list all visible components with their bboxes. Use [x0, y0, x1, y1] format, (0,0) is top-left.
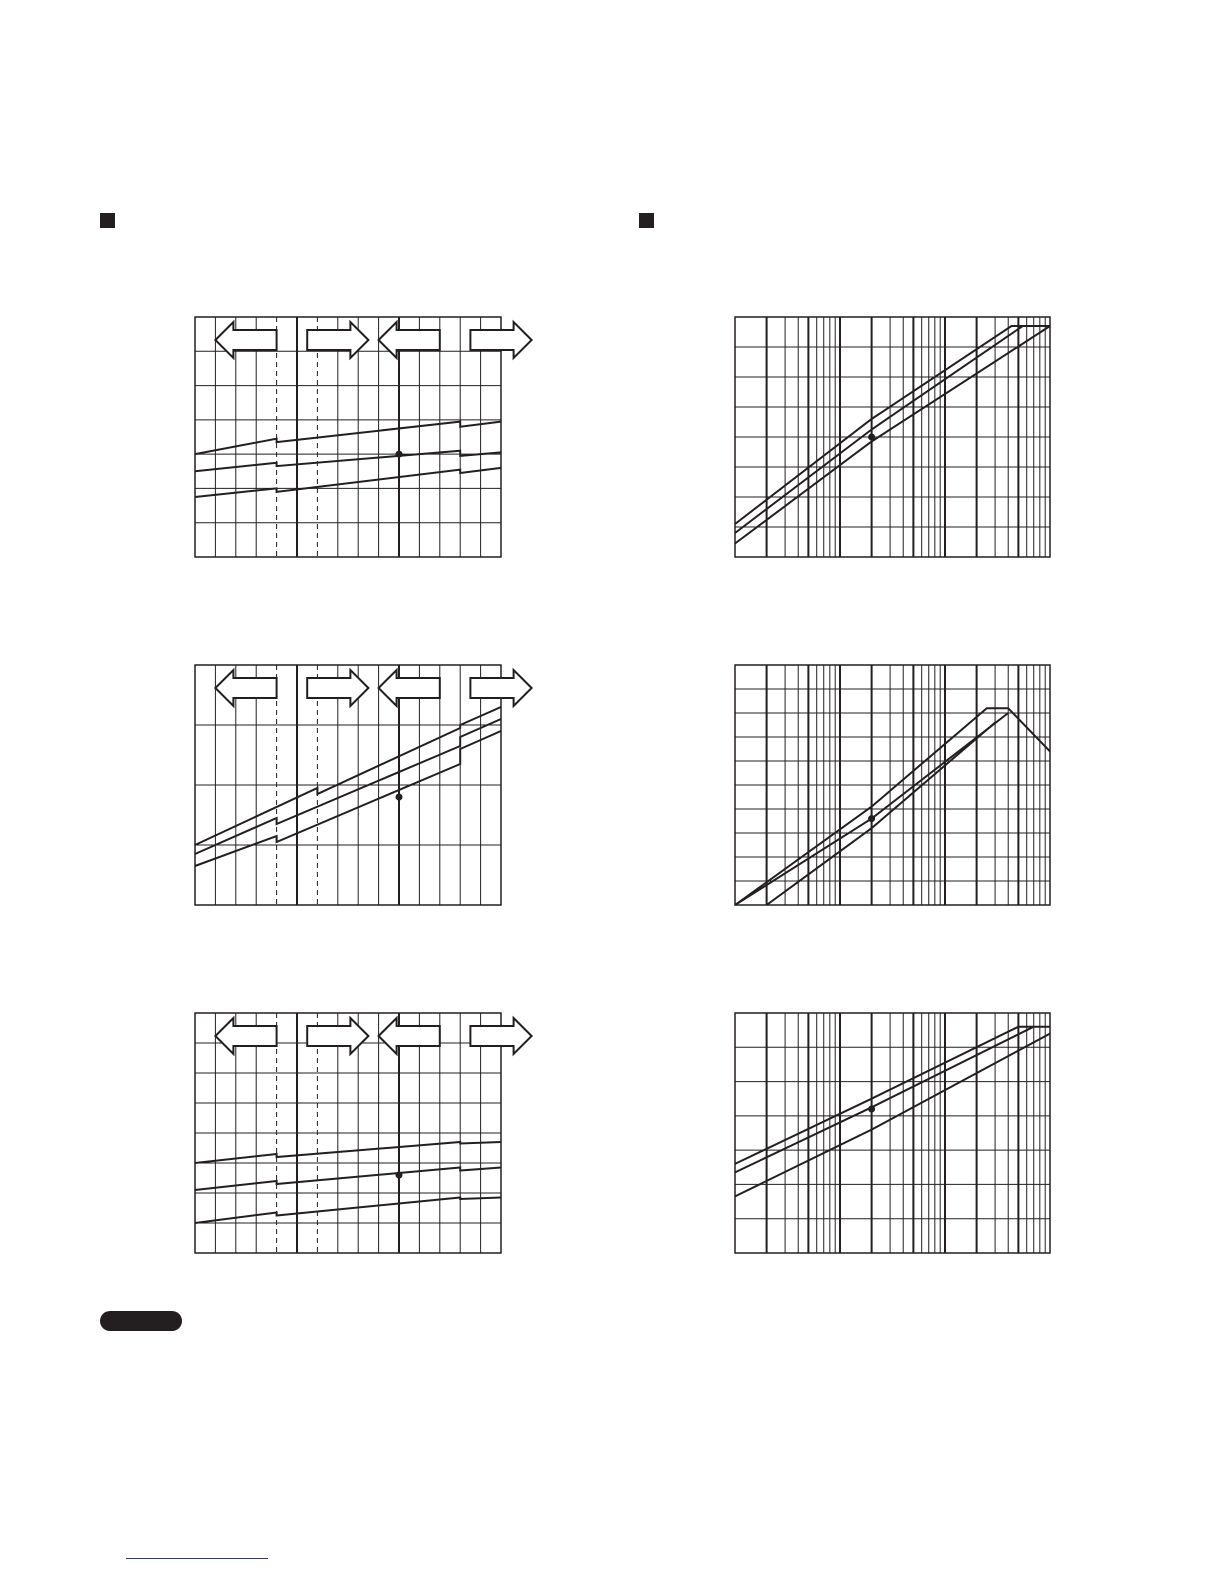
series-line-3	[735, 326, 1050, 544]
arrow-left-icon	[379, 322, 440, 358]
series-line-1	[195, 422, 501, 455]
chart-linear-1	[195, 317, 545, 577]
series-line-3	[195, 731, 501, 866]
chart-linear-2	[195, 665, 545, 925]
chart-log-2	[735, 665, 1065, 925]
series-line-3	[195, 1198, 501, 1224]
series-line-1	[195, 707, 501, 845]
chart-log-1	[735, 317, 1065, 577]
reference-point-marker	[396, 1172, 403, 1179]
section-marker-right-icon	[639, 213, 654, 228]
arrow-left-icon	[215, 1018, 276, 1054]
chart-linear-3	[195, 1013, 545, 1273]
reference-point-marker	[868, 815, 875, 822]
chart-log-3	[735, 1013, 1065, 1273]
series-line-2	[195, 1168, 501, 1191]
arrow-left-icon	[379, 1018, 440, 1054]
series-line-3	[735, 1034, 1050, 1197]
series-line-2	[195, 719, 501, 854]
reference-point-marker	[868, 1106, 875, 1113]
series-line-3	[195, 468, 501, 497]
note-badge	[100, 1311, 182, 1331]
series-line-1	[195, 1142, 501, 1163]
footer-link-rule[interactable]	[126, 1558, 268, 1559]
arrow-left-icon	[215, 670, 276, 706]
reference-point-marker	[868, 434, 875, 441]
plot-frame	[195, 317, 501, 557]
reference-point-marker	[396, 451, 403, 458]
arrow-left-icon	[215, 322, 276, 358]
reference-point-marker	[396, 794, 403, 801]
section-marker-left-icon	[100, 213, 115, 228]
plot-frame	[735, 1013, 1050, 1253]
arrow-left-icon	[379, 670, 440, 706]
